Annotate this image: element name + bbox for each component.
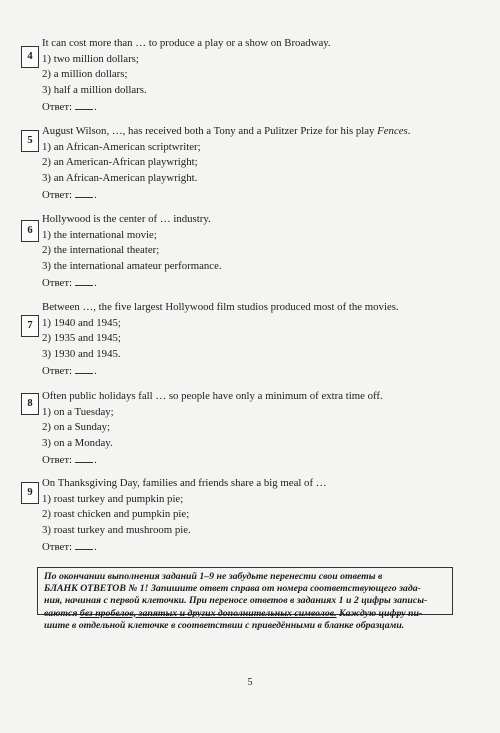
option-3: 3) the international amateur performance. [42,259,222,272]
option-1: 1) roast turkey and pumpkin pie; [42,492,184,505]
option-3: 3) 1930 and 1945. [42,347,121,360]
note-line-1: По окончании выполнения заданий 1–9 не забудьте перенести свои ответы в [44,571,383,582]
answer-line: Ответ: . [42,454,97,467]
task-content [42,389,482,469]
question-text: On Thanksgiving Day, families and friends share a big meal of … [42,477,327,489]
answer-blank [75,364,93,374]
option-2: 2) a million dollars; [42,68,128,81]
page-number: 5 [247,677,253,688]
question-text: Between …, the five largest Hollywood film studios produced most of the movies. [42,301,399,313]
question-text: It can cost more than … to produce a play or a show on Broadway. [42,37,331,49]
answer-line: Ответ: . [42,541,97,554]
answer-blank [75,188,93,198]
option-2: 2) an American-African playwright; [42,156,198,169]
play-title: Fences [377,125,408,137]
option-3: 3) on a Monday. [42,436,113,449]
option-1: 1) two million dollars; [42,52,139,65]
note-line-5: шите в отдельной клеточке в соответствии с приведёнными в бланке образцами. [44,619,405,631]
note-line-4-start: ваются [44,607,80,619]
answer-blank [75,100,93,110]
task-number-box: 9 [21,482,39,504]
option-1: 1) an African-American scriptwriter; [42,140,201,153]
task-content [42,476,482,556]
question-main: August Wilson, …, has received both a Tony and a Pulitzer Prize for his play [42,125,378,137]
task-number-box: 7 [21,315,39,337]
note-line-3: ния, начиная с первой клеточки. При переносе ответов в заданиях 1 и 2 цифры записы- [44,595,428,607]
option-2: 2) on a Sunday; [42,421,111,434]
answer-blank [75,453,93,463]
note-line-2: БЛАНК ОТВЕТОВ № 1! Запишите ответ справа от номера соответствующего зада- [44,583,421,595]
answer-label: Ответ: [42,277,73,290]
option-3: 3) half a million dollars. [42,83,147,96]
instruction-note [37,567,453,631]
task-content [42,124,482,204]
option-1: 1) on a Tuesday; [42,405,114,418]
note-line-4 [44,608,446,620]
task-content [42,300,482,380]
option-2: 2) the international theater; [42,244,160,257]
task-content [42,212,482,292]
task-number-box: 8 [21,393,39,415]
note-line-4-end: Каждую цифру пи- [336,607,423,619]
option-3: 3) roast turkey and mushroom pie. [42,523,191,536]
question-end: . [407,125,411,137]
question-text: Hollywood is the center of … industry. [42,213,211,225]
answer-line: Ответ: . [42,101,97,114]
answer-label: Ответ: [42,101,73,114]
option-2: 2) roast chicken and pumpkin pie; [42,508,190,521]
task-content [42,36,482,116]
task-number-box: 6 [21,220,39,242]
answer-label: Ответ: [42,454,73,467]
option-1: 1) the international movie; [42,228,157,241]
option-3: 3) an African-American playwright. [42,171,198,184]
question-text [42,124,482,140]
option-2: 2) 1935 and 1945; [42,332,121,345]
option-1: 1) 1940 and 1945; [42,316,121,329]
answer-label: Ответ: [42,189,73,202]
answer-line: Ответ: . [42,189,97,202]
answer-label: Ответ: [42,541,73,554]
answer-label: Ответ: [42,365,73,378]
answer-blank [75,276,93,286]
question-text: Often public holidays fall … so people have only a minimum of extra time off. [42,390,383,402]
task-number-box: 5 [21,130,39,152]
answer-line: Ответ: . [42,277,97,290]
answer-blank [75,540,93,550]
note-underlined-text: без пробелов, запятых и других дополнительных символов. [79,607,337,619]
answer-line: Ответ: . [42,365,97,378]
task-number-box: 4 [21,46,39,68]
